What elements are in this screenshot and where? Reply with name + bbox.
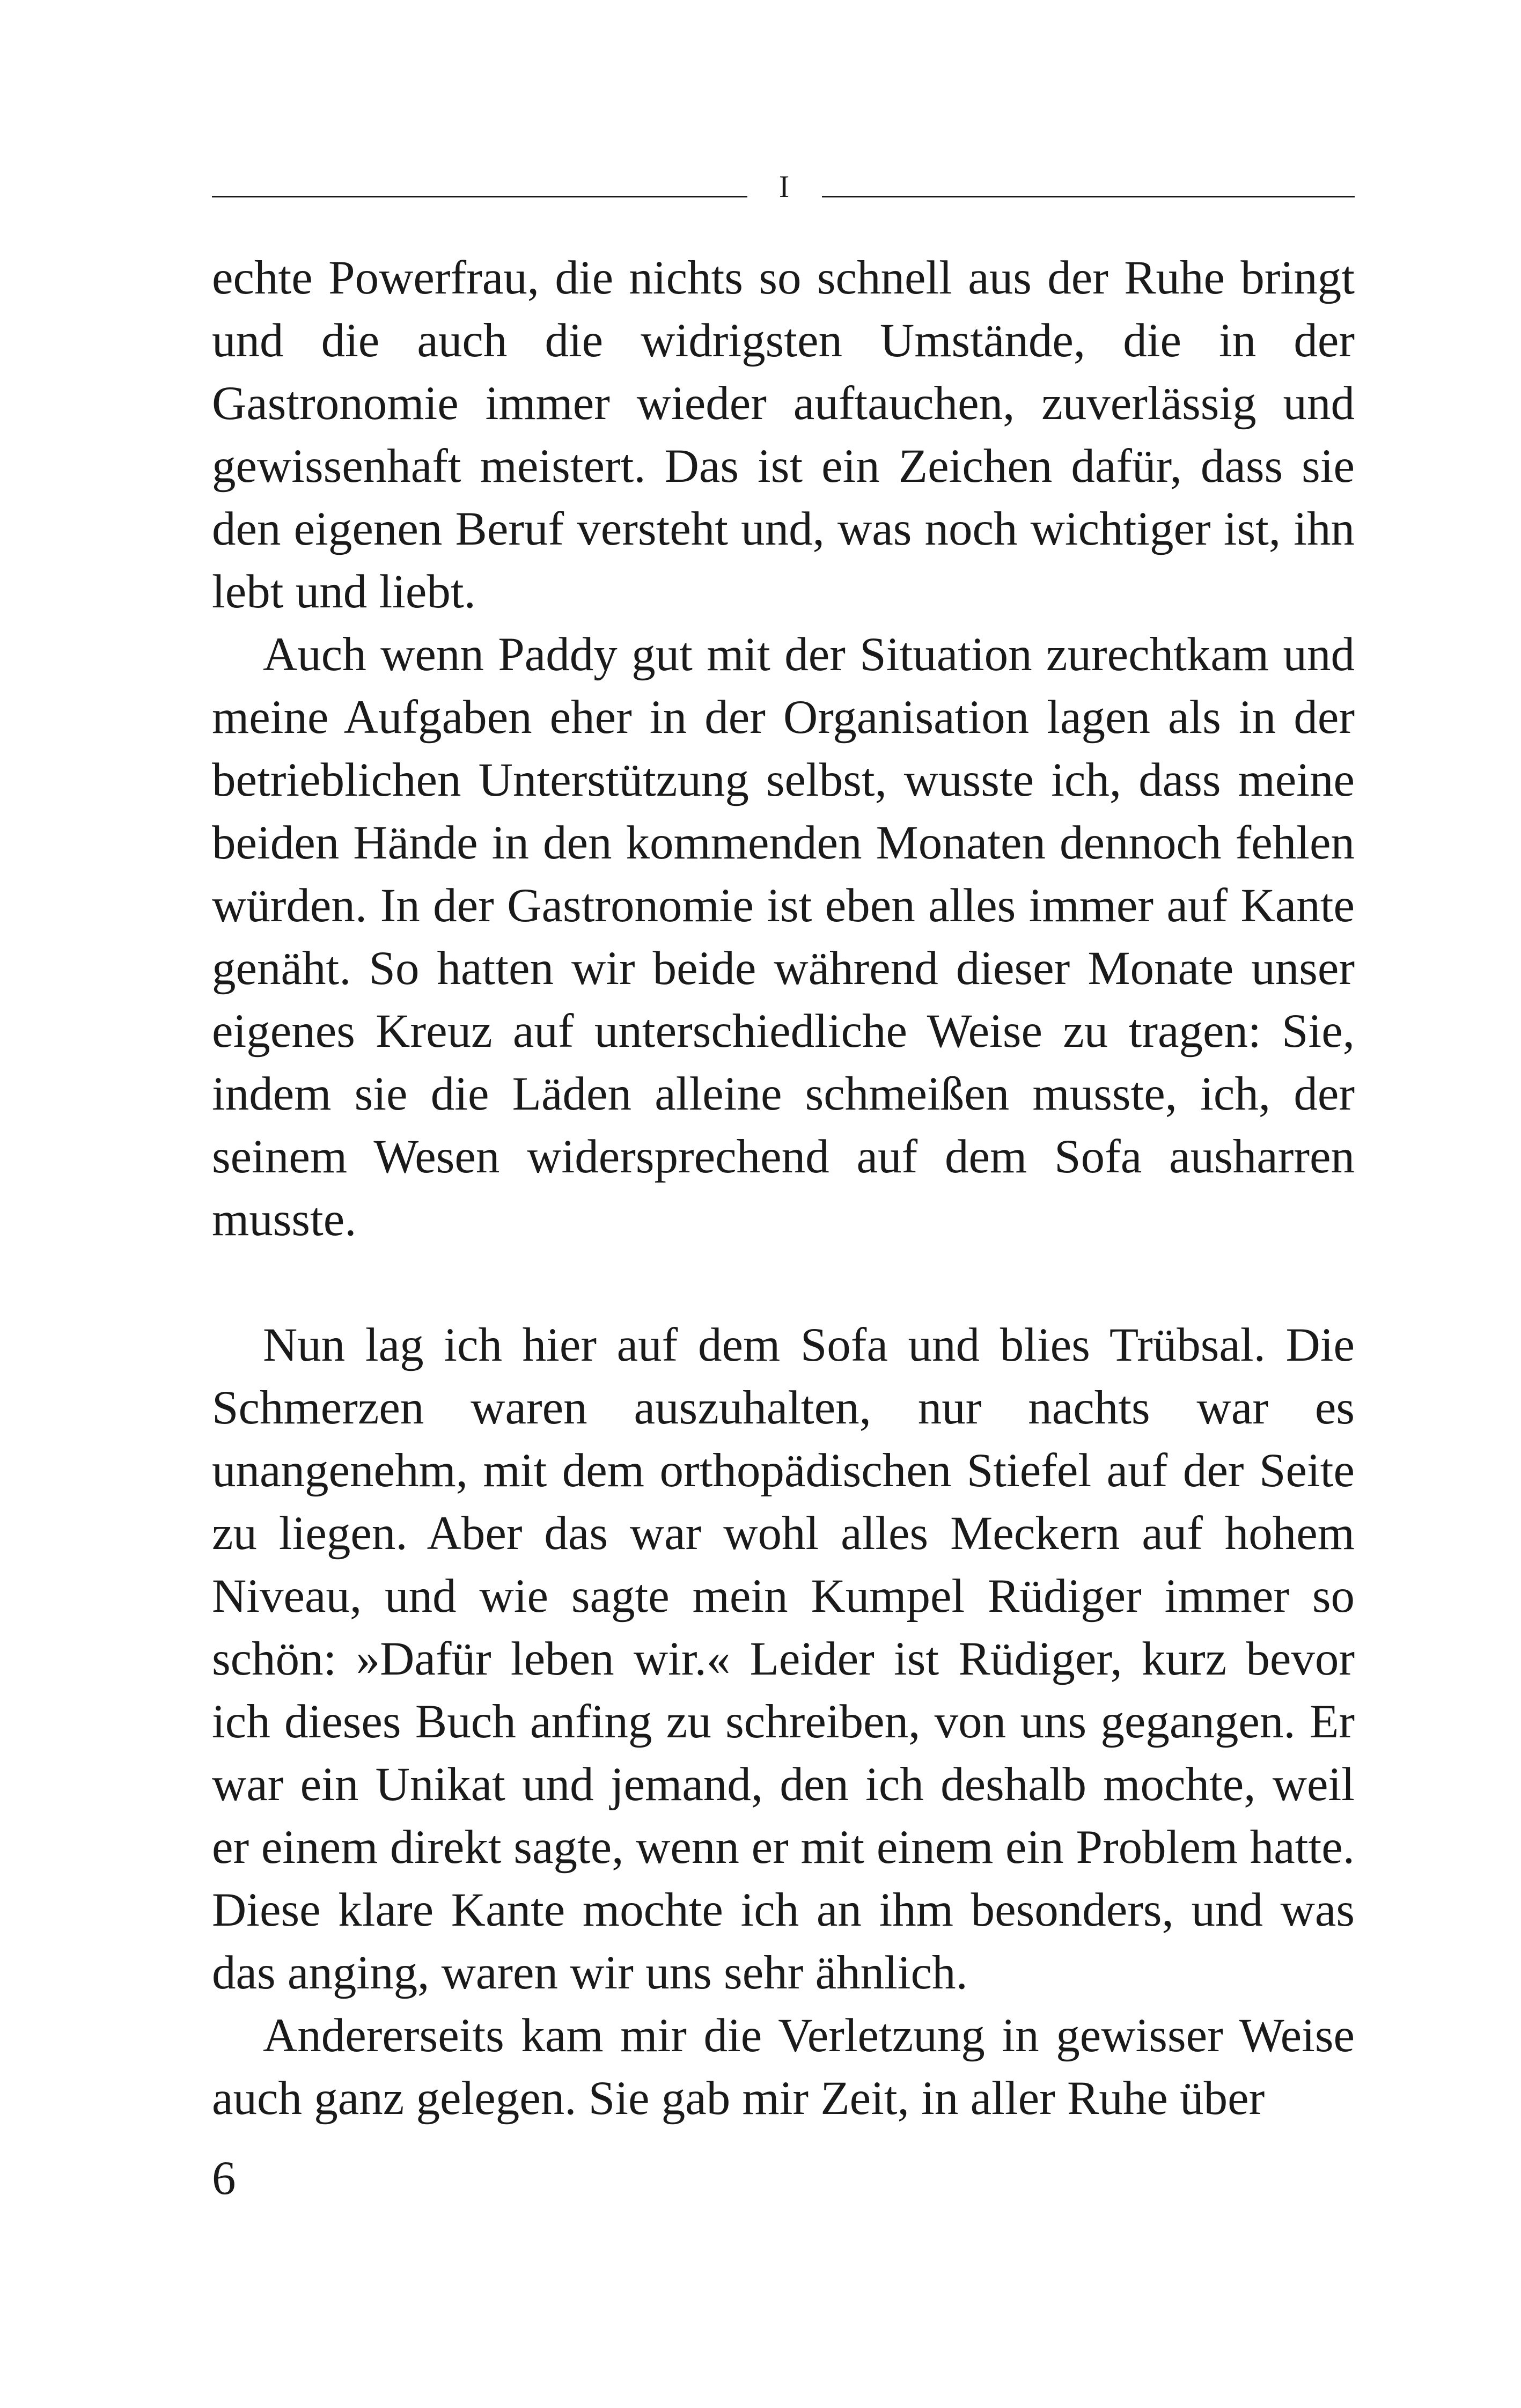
paragraph: Andererseits kam mir die Verletzung in gewisser Weise auch ganz gelegen. Sie gab mir Zeit, in aller Ruhe über: [212, 2009, 1355, 2125]
paragraph-section-start: Nun lag ich hier auf dem Sofa und blies Trübsal. Die Schmerzen waren auszuhalten, nur nachts war es unangenehm, mit dem orthopädischen Stiefel auf der Seite zu liegen. Aber das war wohl alles Meckern auf hohem Niveau, und wie sagte mein Kumpel Rüdiger immer so schön: »Dafür leben wir.« Leider ist Rüdiger, kurz bevor ich dieses Buch anfing zu schreiben, von uns gegangen. Er war ein Unikat und jemand, den ich deshalb mochte, weil er einem direkt sagte, wenn er mit einem ein Problem hatte. Diese klare Kante mochte ich an ihm besonders, und was das anging, waren wir uns sehr ähnlich.: [212, 1319, 1355, 1999]
chapter-numeral: I: [778, 169, 791, 204]
paragraph-continuation: echte Powerfrau, die nichts so schnell aus der Ruhe bringt und die auch die widrigsten Umstände, die in der Gastronomie immer wieder auftauchen, zuverlässig und gewissenhaft meistert. Das ist ein Zeichen dafür, dass sie den eigenen Beruf versteht und, was noch wichtiger ist, ihn lebt und liebt.: [212, 252, 1355, 618]
paragraph: Auch wenn Paddy gut mit der Situation zurechtkam und meine Aufgaben eher in der Organisation lagen als in der betrieblichen Unterstützung selbst, wusste ich, dass meine beiden Hände in den kommenden Monaten dennoch fehlen würden. In der Gastronomie ist eben alles immer auf Kante genäht. So hatten wir beide während dieser Monate unser eigenes Kreuz auf unterschiedliche Weise zu tragen: Sie, indem sie die Läden alleine schmeißen musste, ich, der seinem Wesen widersprechend auf dem Sofa ausharren musste.: [212, 628, 1355, 1246]
header-rule-right: [822, 196, 1355, 197]
page-number: 6: [212, 2152, 236, 2205]
body-text: [212, 247, 1355, 2130]
header-rule-left: [212, 196, 747, 197]
running-header: [212, 171, 1355, 203]
